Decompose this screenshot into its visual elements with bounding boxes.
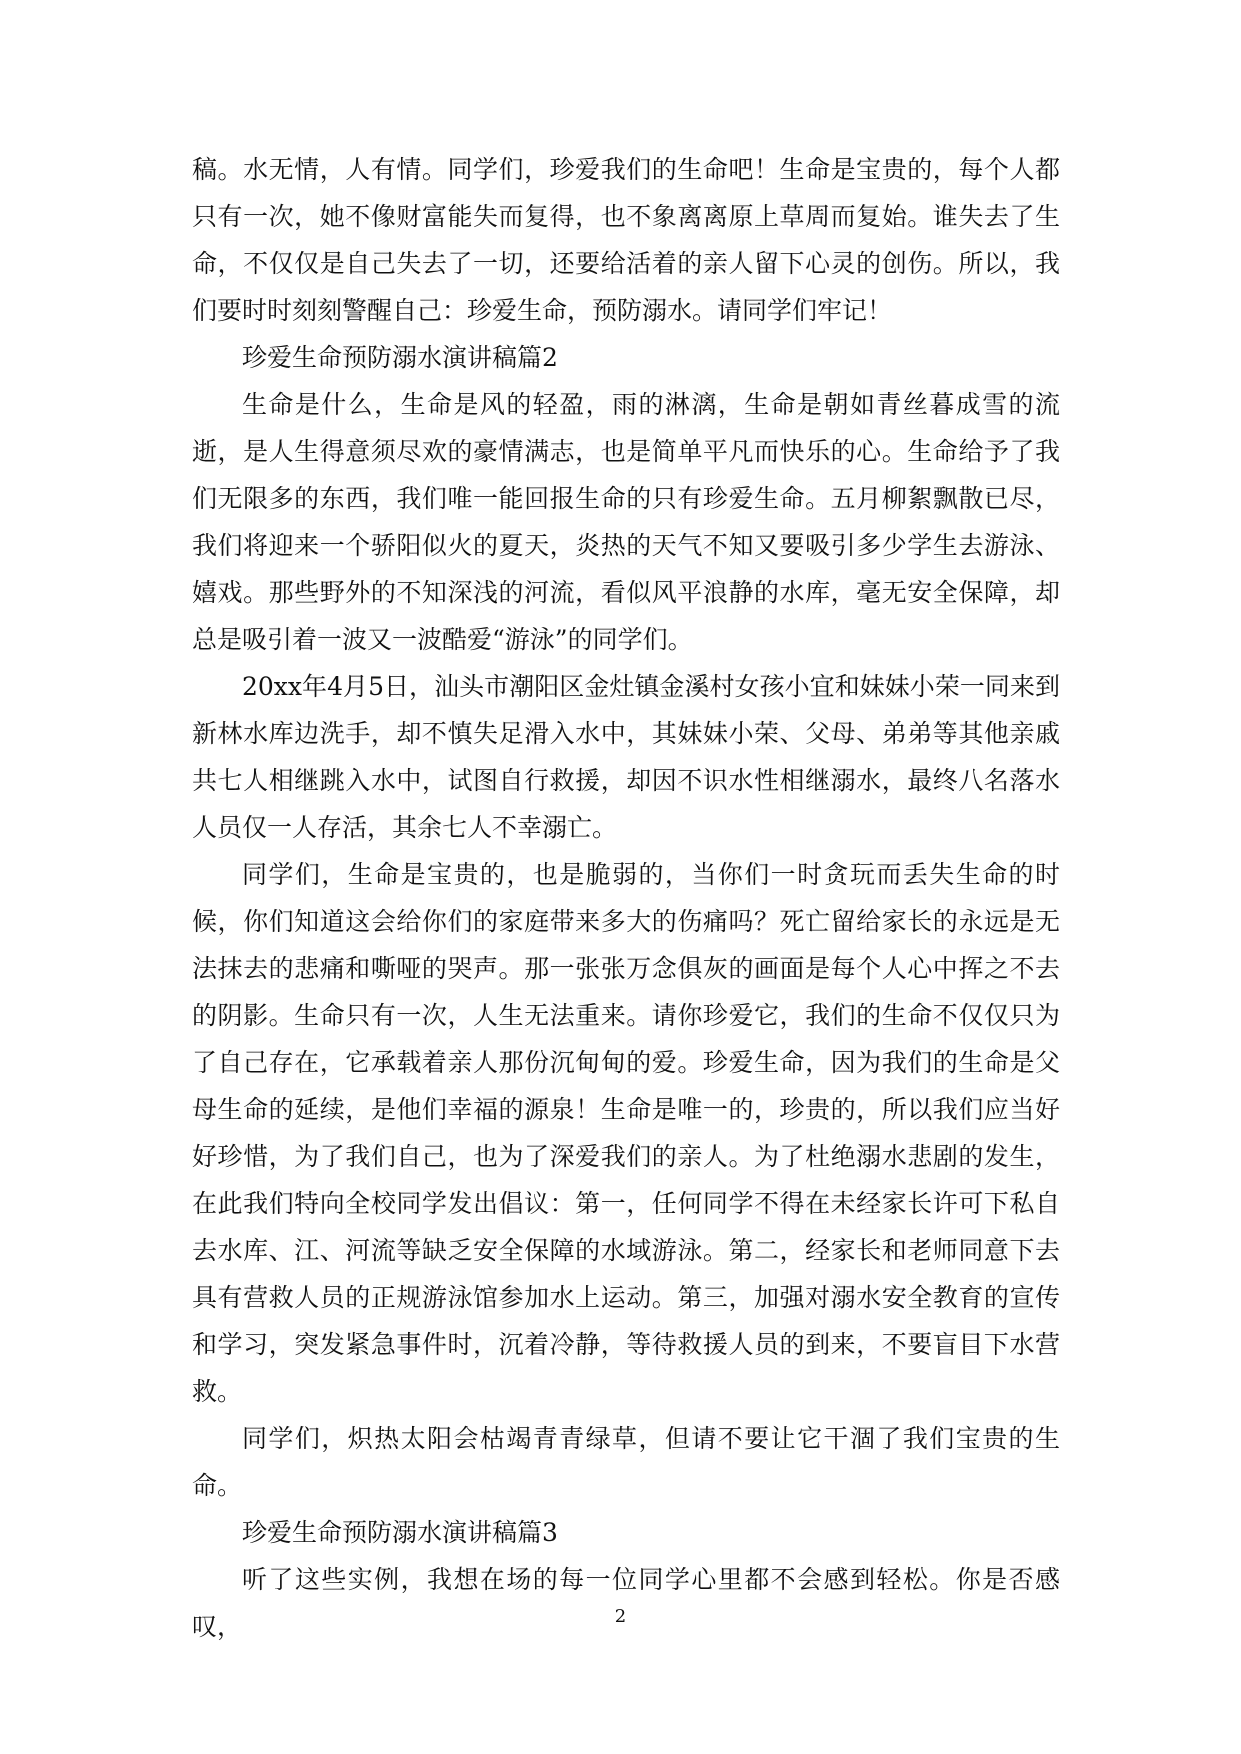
page-number: 2 xyxy=(614,1606,627,1627)
paragraph: 生命是什么，生命是风的轻盈，雨的淋漓，生命是朝如青丝暮成雪的流逝，是人生得意须尽欢的豪情满志，也是简单平凡而快乐的心。生命给予了我们无限多的东西，我们唯一能回报生命的只有珍爱生命。五月柳絮飘散已尽，我们将迎来一个骄阳似火的夏天，炎热的天气不知又要吸引多少学生去游泳、嬉戏。那些野外的不知深浅的河流，看似风平浪静的水库，毫无安全保障，却总是吸引着一波又一波酷爱“游泳”的同学们。 xyxy=(192,390,1060,654)
paragraph: 20xx年4月5日，汕头市潮阳区金灶镇金溪村女孩小宜和妹妹小荣一同来到新林水库边洗手，却不慎失足滑入水中，其妹妹小荣、父母、弟弟等其他亲戚共七人相继跳入水中，试图自行救援，却因不识水性相继溺水，最终八名落水人员仅一人存活，其余七人不幸溺亡。 xyxy=(192,672,1060,842)
section-heading-2: 珍爱生命预防溺水演讲稿篇2 xyxy=(242,343,558,372)
paragraph-continuation: 稿。水无情，人有情。同学们，珍爱我们的生命吧！生命是宝贵的，每个人都只有一次，她不像财富能失而复得，也不象离离原上草周而复始。谁失去了生命，不仅仅是自己失去了一切，还要给活着的亲人留下心灵的创伤。所以，我们要时时刻刻警醒自己：珍爱生命，预防溺水。请同学们牢记！ xyxy=(192,155,1060,325)
section-heading-3: 珍爱生命预防溺水演讲稿篇3 xyxy=(242,1518,558,1547)
document-body xyxy=(192,146,1060,1650)
paragraph: 同学们，生命是宝贵的，也是脆弱的，当你们一时贪玩而丢失生命的时候，你们知道这会给你们的家庭带来多大的伤痛吗？死亡留给家长的永远是无法抹去的悲痛和嘶哑的哭声。那一张张万念俱灰的画面是每个人心中挥之不去的阴影。生命只有一次，人生无法重来。请你珍爱它，我们的生命不仅仅只为了自己存在，它承载着亲人那份沉甸甸的爱。珍爱生命，因为我们的生命是父母生命的延续，是他们幸福的源泉！生命是唯一的，珍贵的，所以我们应当好好珍惜，为了我们自己，也为了深爱我们的亲人。为了杜绝溺水悲剧的发生，在此我们特向全校同学发出倡议：第一，任何同学不得在未经家长许可下私自去水库、江、河流等缺乏安全保障的水域游泳。第二，经家长和老师同意下去具有营救人员的正规游泳馆参加水上运动。第三，加强对溺水安全教育的宣传和学习，突发紧急事件时，沉着冷静，等待救援人员的到来，不要盲目下水营救。 xyxy=(192,860,1060,1406)
paragraph: 听了这些实例，我想在场的每一位同学心里都不会感到轻松。你是否感叹， xyxy=(192,1565,1060,1641)
paragraph: 同学们，炽热太阳会枯竭青青绿草，但请不要让它干涸了我们宝贵的生命。 xyxy=(192,1424,1060,1500)
